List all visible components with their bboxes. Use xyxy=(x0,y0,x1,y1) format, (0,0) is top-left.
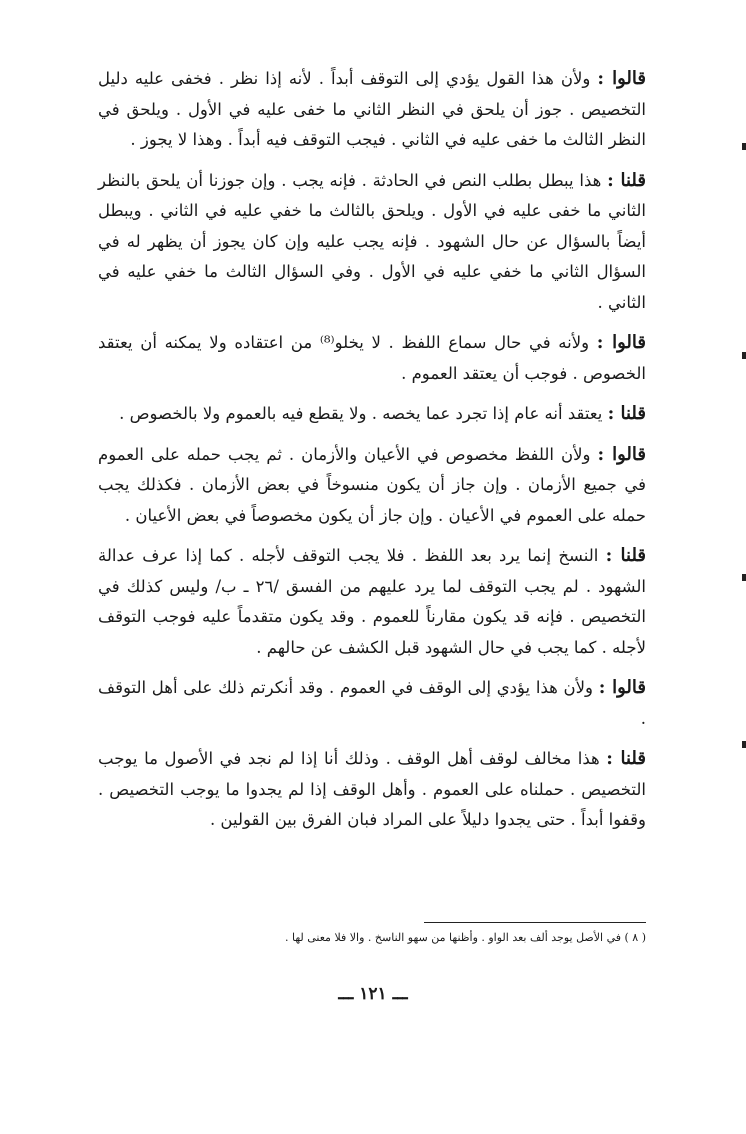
scan-edge-mark xyxy=(742,352,746,359)
paragraph-text: ولأن اللفظ مخصوص في الأعيان والأزمان . ثم يجب حمله على العموم في جميع الأزمان . وإن جاز أن يكون منسوخاً في بعض الأزمان . فكذلك يجب حمله على العموم في الأعيان . وإن جاز أن يكون مخصوصاً في بعض الأعيان . xyxy=(98,444,646,525)
paragraph-6 xyxy=(98,541,646,663)
paragraph-text: يعتقد أنه عام إذا تجرد عما يخصه . ولا يقطع فيه بالعموم ولا بالخصوص . xyxy=(119,404,608,423)
paragraph-text: ولأنه في حال سماع اللفظ . لا يخلو⁽⁸⁾ من اعتقاده ولا يمكنه أن يعتقد الخصوص . فوجب أن يعتقد العموم . xyxy=(98,333,646,383)
paragraph-5 xyxy=(98,440,646,532)
speaker-label: قلنا : xyxy=(607,169,646,191)
speaker-label: قالوا : xyxy=(598,677,646,698)
paragraph-3 xyxy=(98,328,646,389)
paragraph-7 xyxy=(98,673,646,734)
speaker-label: قالوا : xyxy=(596,332,646,353)
paragraph-text: ولأن هذا يؤدي إلى الوقف في العموم . وقد أنكرتم ذلك على أهل التوقف . xyxy=(98,678,646,728)
footnote: ( ٨ ) في الأصل يوجد ألف بعد الواو . وأظنها من سهو الناسخ . والا فلا معنى لها . xyxy=(285,931,646,944)
paragraph-text: هذا مخالف لوقف أهل الوقف . وذلك أنا إذا لم نجد في الأصول ما يوجب التخصيص . حملناه على العموم . وأهل الوقف إذا لم يجدوا ما يوجب التخصيص . وقفوا أبداً . حتى يجدوا دليلاً على المراد فبان الفرق بين القولين . xyxy=(98,749,646,829)
speaker-label: قلنا : xyxy=(607,403,646,424)
paragraph-text: ولأن هذا القول يؤدي إلى التوقف أبداً . لأنه إذا نظر . فخفى عليه دليل التخصيص . جوز أن يلحق في النظر الثاني ما خفى عليه في الأول . ويلحق في النظر الثالث ما خفى عليه في الثاني . فيجب التوقف فيه أبداً . وهذا لا يجوز . xyxy=(98,69,646,149)
scan-edge-mark xyxy=(742,143,746,150)
footnote-divider xyxy=(424,922,646,923)
paragraph-text: النسخ إنما يرد بعد اللفظ . فلا يجب التوقف لأجله . كما إذا عرف عدالة الشهود . لم يجب التوقف لما يرد عليهم من الفسق /٢٦ ـ ب/ وليس كذلك في التخصيص . فإنه قد يكون مقارناً للعموم . وقد يكون متقدماً عليه فوجب التوقف لأجله . كما يجب في حال الشهود قبل الكشف عن حالهم . xyxy=(98,546,646,657)
scan-edge-mark xyxy=(742,574,746,581)
paragraph-text: هذا يبطل بطلب النص في الحادثة . فإنه يجب . وإن جوزنا أن يلحق بالنظر الثاني ما خفى عليه في الأول . ويلحق بالثالث ما خفي عليه في الثاني . ويبطل أيضاً بالسؤال عن حال الشهود . فإنه يجب عليه وإن كان يجوز أن يظهر له في السؤال الثاني ما خفي عليه في الأول . وفي السؤال الثالث ما خفي عليه في الثاني . xyxy=(98,170,646,312)
paragraph-8 xyxy=(98,744,646,836)
speaker-label: قالوا : xyxy=(597,68,646,89)
page-body xyxy=(98,64,646,846)
paragraph-4 xyxy=(98,399,646,430)
speaker-label: قلنا : xyxy=(606,748,646,769)
speaker-label: قالوا : xyxy=(597,443,646,465)
paragraph-1 xyxy=(98,64,646,156)
scan-edge-mark xyxy=(742,741,746,748)
page-number: ـــ ١٢١ ـــ xyxy=(338,984,408,1004)
speaker-label: قلنا : xyxy=(605,545,647,566)
paragraph-2 xyxy=(98,166,646,319)
